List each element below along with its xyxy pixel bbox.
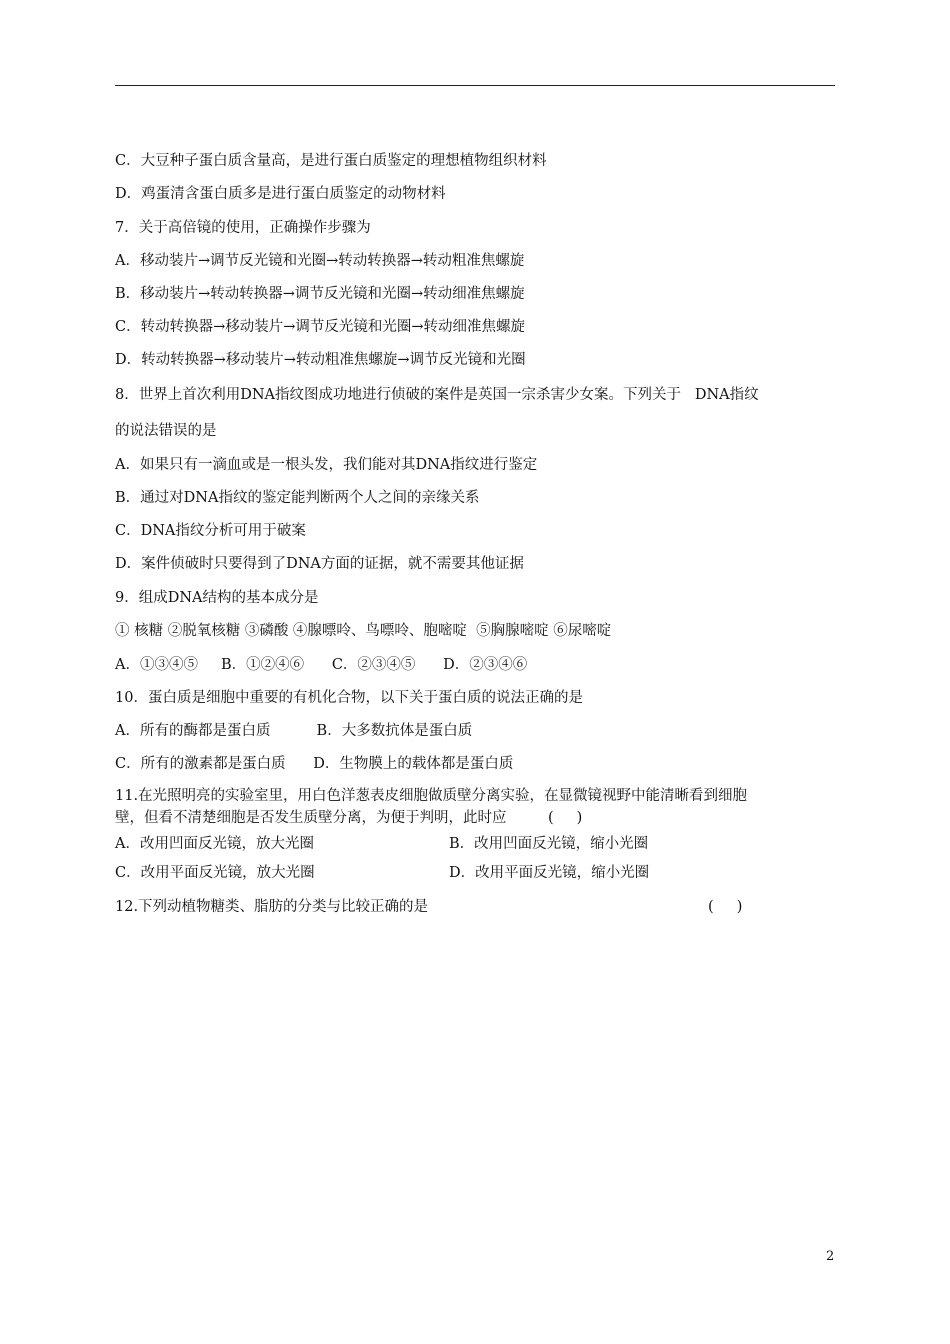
header-rule [115, 85, 835, 86]
text-line: ① 核糖 ②脱氧核糖 ③磷酸 ④腺嘌呤、鸟嘌呤、胞嘧啶 ⑤胸腺嘧啶 ⑥尿嘧啶 [115, 623, 612, 639]
text-line: B．移动装片→转动转换器→调节反光镜和光圈→转动细准焦螺旋 [115, 286, 525, 302]
text-line: 壁，但看不清楚细胞是否发生质壁分离，为便于判明，此时应 ( ) [115, 810, 583, 826]
question-10: 10．蛋白质是细胞中重要的有机化合物，以下关于蛋白质的说法正确的是 [115, 690, 583, 706]
question-7: 7．关于高倍镜的使用，正确操作步骤为 [115, 220, 371, 236]
text-line: D．案件侦破时只要得到了DNA方面的证据，就不需要其他证据 [115, 556, 524, 572]
question-12: 12.下列动植物糖类、脂肪的分类与比较正确的是 [115, 899, 429, 915]
option-c: C．改用平面反光镜，放大光圈 [115, 865, 315, 881]
text-line: A．如果只有一滴血或是一根头发，我们能对其DNA指纹进行鉴定 [115, 457, 538, 473]
text-line: 的说法错误的是 [115, 423, 217, 439]
question-11: 11.在光照明亮的实验室里，用白色洋葱表皮细胞做质壁分离实验，在显微镜视野中能清晰看到细胞 [115, 788, 748, 804]
text-line: C．DNA指纹分析可用于破案 [115, 523, 306, 539]
text-line: A．所有的酶都是蛋白质 B．大多数抗体是蛋白质 [115, 723, 473, 739]
question-9: 9．组成DNA结构的基本成分是 [115, 590, 319, 606]
text-line: A．①③④⑤ B．①②④⑥ C．②③④⑤ D．②③④⑥ [115, 657, 528, 673]
text-line: A．移动装片→调节反光镜和光圈→转动转换器→转动粗准焦螺旋 [115, 253, 525, 269]
text-line: D．鸡蛋清含蛋白质多是进行蛋白质鉴定的动物材料 [115, 186, 446, 202]
text-line: B．通过对DNA指纹的鉴定能判断两个人之间的亲缘关系 [115, 490, 480, 506]
page-number: 2 [826, 1249, 835, 1264]
text-line: C．所有的激素都是蛋白质 D．生物膜上的载体都是蛋白质 [115, 756, 514, 772]
option-b: B．改用凹面反光镜，缩小光圈 [449, 836, 649, 852]
option-d: D．改用平面反光镜，缩小光圈 [449, 865, 650, 881]
text-line: D．转动转换器→移动装片→转动粗准焦螺旋→调节反光镜和光圈 [115, 352, 526, 368]
text-line: C．转动转换器→移动装片→调节反光镜和光圈→转动细准焦螺旋 [115, 319, 526, 335]
text-line: C．大豆种子蛋白质含量高，是进行蛋白质鉴定的理想植物组织材料 [115, 153, 547, 169]
option-a: A．改用凹面反光镜，放大光圈 [115, 836, 314, 852]
answer-paren: ( ) [708, 899, 743, 915]
question-8: 8．世界上首次利用DNA指纹图成功地进行侦破的案件是英国一宗杀害少女案。下列关于 DNA指纹 [115, 387, 759, 403]
